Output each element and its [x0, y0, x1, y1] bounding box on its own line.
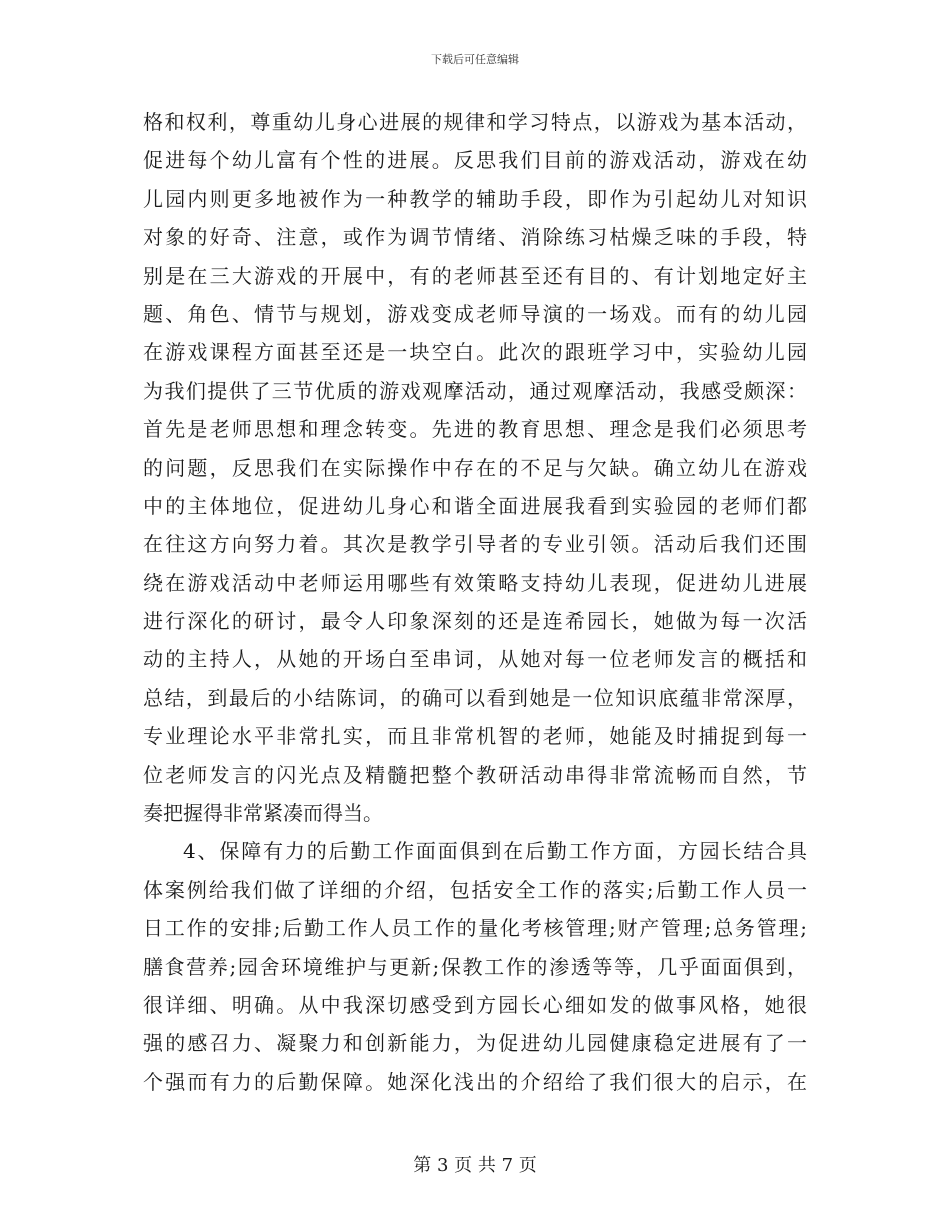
body-line: 的问题，反思我们在实际操作中存在的不足与欠缺。确立幼儿在游戏 — [143, 455, 807, 480]
body-line: 在游戏课程方面甚至还是一块空白。此次的跟班学习中，实验幼儿园 — [143, 340, 807, 365]
body-line: 在往这方向努力着。其次是教学引导者的专业引领。活动后我们还围 — [143, 532, 807, 557]
body-line: 绕在游戏活动中老师运用哪些有效策略支持幼儿表现，促进幼儿进展 — [143, 570, 807, 595]
page-header-note: 下载后可任意编辑 — [431, 53, 519, 66]
body-line: 专业理论水平非常扎实，而且非常机智的老师，她能及时捕捉到每一 — [143, 724, 807, 749]
body-line: 很详细、明确。从中我深切感受到方园长心细如发的做事风格，她很 — [143, 992, 807, 1017]
body-line: 膳食营养;园舍环境维护与更新;保教工作的渗透等等，几乎面面俱到， — [143, 954, 807, 979]
body-line: 儿园内则更多地被作为一种教学的辅助手段，即作为引起幼儿对知识 — [143, 186, 807, 211]
body-line: 动的主持人，从她的开场白至串词，从她对每一位老师发言的概括和 — [143, 647, 807, 672]
body-line: 别是在三大游戏的开展中，有的老师甚至还有目的、有计划地定好主 — [143, 263, 807, 288]
body-line: 位老师发言的闪光点及精髓把整个教研活动串得非常流畅而自然，节 — [143, 762, 807, 787]
document-body — [143, 103, 807, 1101]
page-number: 第 3 页 共 7 页 — [413, 1155, 537, 1176]
body-line: 促进每个幼儿富有个性的进展。反思我们目前的游戏活动，游戏在幼 — [143, 148, 807, 173]
body-line: 首先是老师思想和理念转变。先进的教育思想、理念是我们必须思考 — [143, 417, 807, 442]
body-line: 格和权利，尊重幼儿身心进展的规律和学习特点，以游戏为基本活动， — [143, 110, 807, 134]
body-line: 对象的好奇、注意，或作为调节情绪、消除练习枯燥乏味的手段，特 — [143, 225, 807, 250]
body-line: 强的感召力、凝聚力和创新能力，为促进幼儿园健康稳定进展有了一 — [143, 1031, 807, 1056]
body-line: 为我们提供了三节优质的游戏观摩活动，通过观摩活动，我感受颇深： — [143, 378, 807, 403]
body-line: 体案例给我们做了详细的介绍，包括安全工作的落实;后勤工作人员一 — [143, 877, 807, 902]
body-line: 题、角色、情节与规划，游戏变成老师导演的一场戏。而有的幼儿园 — [143, 301, 807, 326]
body-line: 个强而有力的后勤保障。她深化浅出的介绍给了我们很大的启示，在 — [143, 1069, 807, 1094]
body-line: 奏把握得非常紧凑而得当。 — [143, 801, 383, 826]
body-line: 进行深化的研讨，最令人印象深刻的还是连希园长，她做为每一次活 — [143, 609, 807, 634]
body-line: 日工作的安排;后勤工作人员工作的量化考核管理;财产管理;总务管理; — [143, 916, 807, 941]
body-line: 4、保障有力的后勤工作面面俱到在后勤工作方面，方园长结合具 — [183, 839, 807, 864]
body-line: 总结，到最后的小结陈词，的确可以看到她是一位知识底蕴非常深厚， — [143, 685, 807, 710]
body-line: 中的主体地位，促进幼儿身心和谐全面进展我看到实验园的老师们都 — [143, 493, 807, 518]
